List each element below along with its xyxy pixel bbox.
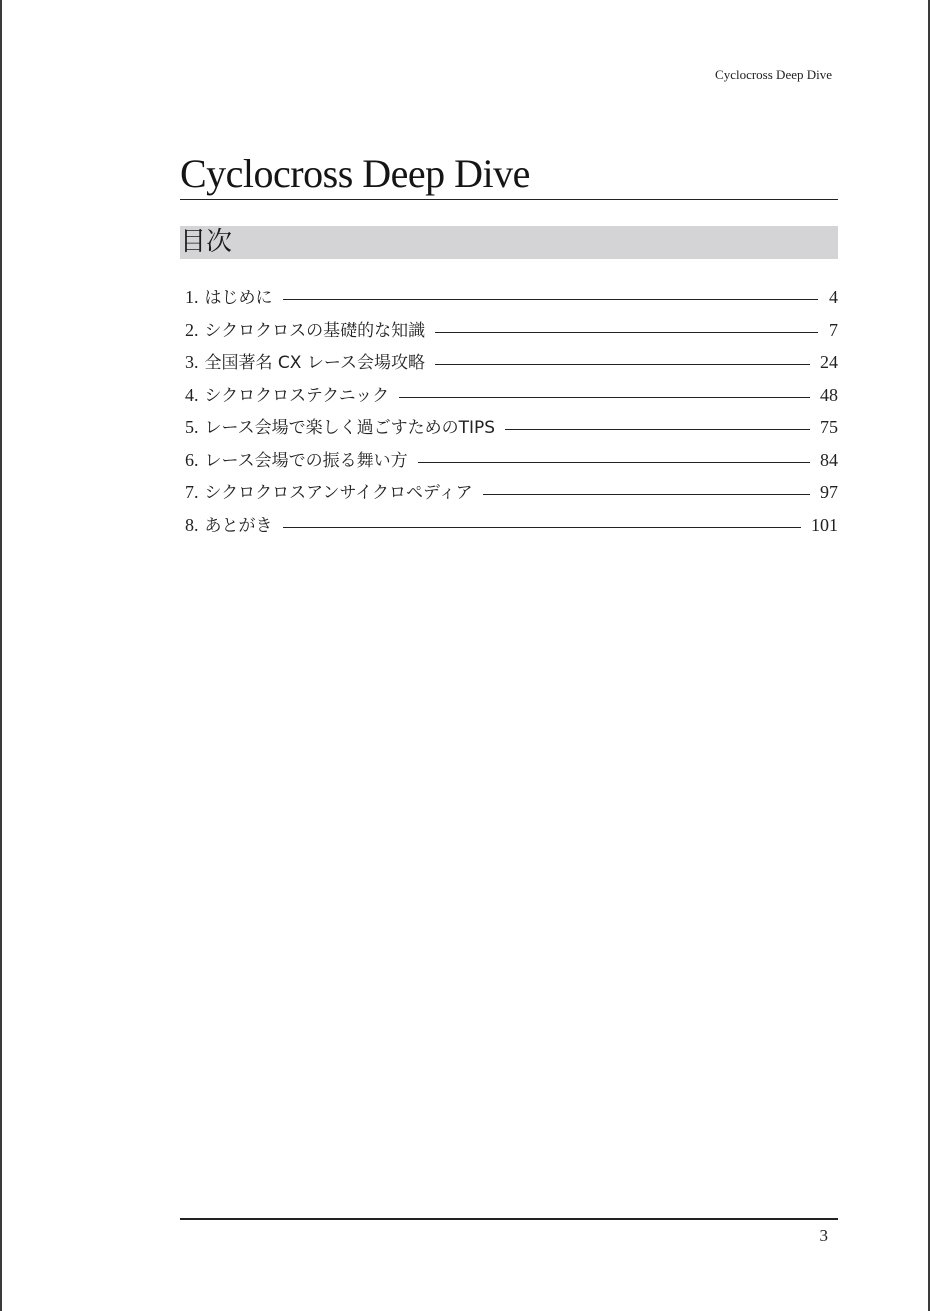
toc-entry-number: 7. [185, 482, 199, 502]
toc-entry-page: 48 [820, 384, 838, 405]
toc-entry-label: 全国著名 CX レース会場攻略 [204, 353, 425, 373]
toc-entry[interactable] [185, 348, 838, 381]
toc-entry-page: 7 [829, 319, 838, 340]
toc-entry-label: あとがき [204, 515, 273, 536]
toc-entry[interactable] [185, 511, 838, 544]
toc-entry-number: 8. [185, 514, 199, 535]
toc-leader-line [399, 397, 810, 398]
toc-entry-label: レース会場で楽しく過ごすためのTIPS [204, 418, 496, 438]
toc-entry-label: シクロクロスアンサイクロペディア [204, 483, 473, 503]
toc-leader-line [435, 364, 810, 365]
toc-entry-number: 3. [185, 352, 199, 372]
toc-entry-label: はじめに [204, 288, 273, 308]
toc-leader-line [418, 462, 810, 463]
toc-entry-label: シクロクロステクニック [204, 385, 390, 406]
toc-entry[interactable] [185, 381, 838, 414]
toc-entry-number: 2. [185, 319, 199, 340]
toc-entry-label: レース会場での振る舞い方 [204, 450, 408, 471]
running-head: Cyclocross Deep Dive [715, 67, 832, 82]
toc-entry[interactable] [185, 316, 838, 349]
toc-entry-number: 5. [185, 417, 199, 437]
page-border-right [928, 0, 930, 1311]
toc-entry-page: 84 [820, 449, 838, 470]
page-border-left [0, 0, 2, 1311]
toc-entry[interactable] [185, 413, 838, 446]
toc-entry[interactable] [185, 446, 838, 479]
document-title: Cyclocross Deep Dive [180, 150, 838, 200]
toc-entry-page: 24 [820, 352, 838, 372]
toc-entry[interactable] [185, 283, 838, 316]
toc-leader-line [435, 332, 818, 333]
toc-entry-label: シクロクロスの基礎的な知識 [204, 320, 426, 341]
toc-entry-number: 1. [185, 287, 199, 307]
toc-entry[interactable] [185, 478, 838, 511]
toc-entry-page: 97 [820, 482, 838, 502]
toc-entry-page: 101 [811, 514, 838, 535]
toc-entry-page: 75 [820, 417, 838, 437]
toc-leader-line [283, 299, 819, 300]
toc-leader-line [483, 494, 810, 495]
toc-leader-line [505, 429, 810, 430]
table-of-contents [185, 283, 838, 543]
toc-entry-page: 4 [829, 287, 838, 307]
toc-leader-line [283, 527, 802, 528]
toc-heading-text: 目次 [180, 227, 233, 257]
toc-entry-number: 6. [185, 449, 199, 470]
footer-rule [180, 1218, 838, 1220]
toc-heading [180, 226, 838, 259]
page-number: 3 [819, 1226, 828, 1245]
toc-entry-number: 4. [185, 384, 199, 405]
